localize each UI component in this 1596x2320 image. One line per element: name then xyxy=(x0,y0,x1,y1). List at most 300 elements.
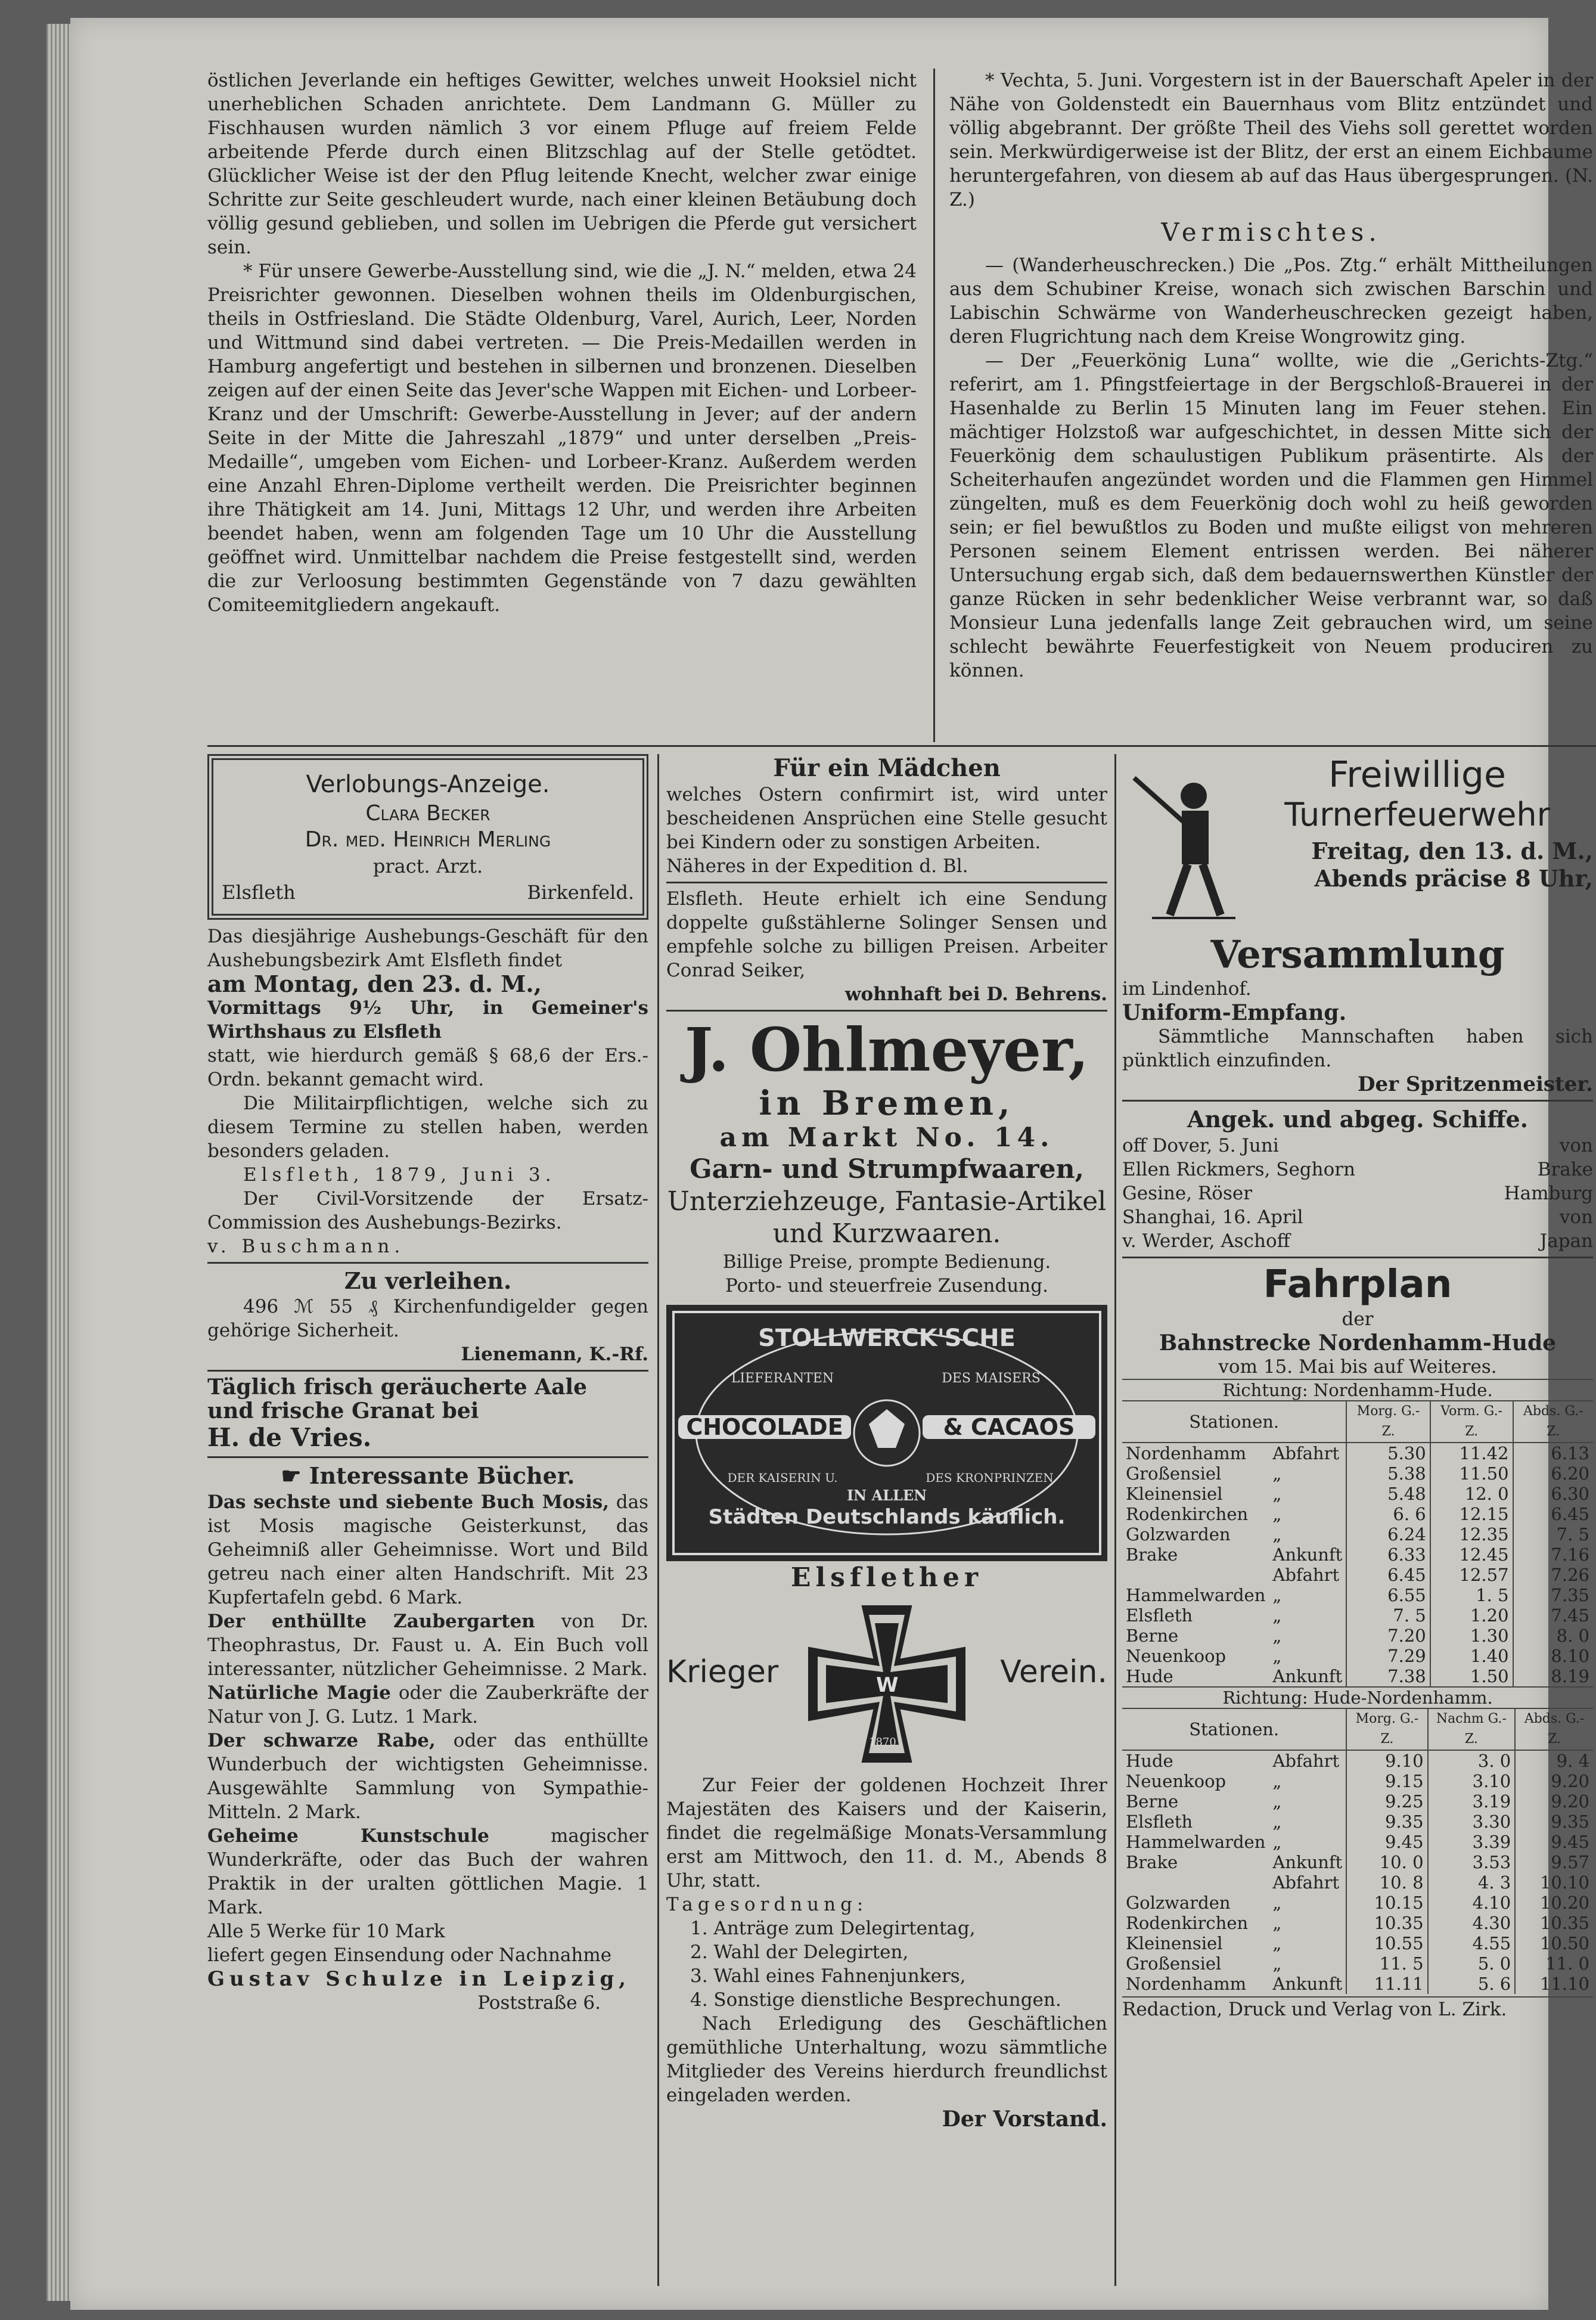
station-time: 3.19 xyxy=(1428,1791,1516,1812)
section-rule xyxy=(207,745,1596,747)
book-item xyxy=(207,1824,648,1919)
aushebung-notice xyxy=(207,925,648,1258)
brigade-title: Freiwillige xyxy=(1328,754,1506,796)
timetable-table-1 xyxy=(1122,1379,1593,1686)
timetable-row xyxy=(1122,1605,1593,1626)
article-paragraph: östlichen Jeverlande ein heftiges Gewitter, welches unweit Hooksiel nicht unerheblichen Schaden anrichtete. Dem Landmann G. Müller zu Fischhausen wurden nämlich 3 vor einem Pfluge auf freiem Felde arbeitende Pferde durch einen Blitzschlag auf der Stelle getödtet. Glücklicher Weise ist der den Pflug leitende Knecht, welcher zwar einige Schritte zur Seite geschleudert wurde, nach einer kleinen Betäubung doch völlig gesund geblieben, und sollen im Uebrigen die Pferde gut versichert sein. xyxy=(207,70,917,258)
station-name: Brake xyxy=(1126,1852,1178,1872)
engagement-notice xyxy=(207,754,648,920)
eagle-icon xyxy=(869,1409,905,1448)
station-time: 10.10 xyxy=(1515,1872,1593,1893)
loan-notice xyxy=(207,1267,648,1366)
ship-row xyxy=(1122,1229,1593,1253)
article-right xyxy=(949,69,1593,683)
ohlmeyer-address: am Markt No. 14. xyxy=(719,1122,1054,1153)
station-time: 6.24 xyxy=(1346,1524,1430,1544)
ship-row xyxy=(1122,1158,1593,1181)
station-time: 9.35 xyxy=(1515,1812,1593,1832)
ship-cell: Shanghai, 16. April xyxy=(1122,1206,1303,1228)
station-time: 9.57 xyxy=(1515,1852,1593,1872)
notice-date: am Montag, den 23. d. M., xyxy=(207,970,542,997)
timetable-row xyxy=(1122,1484,1593,1504)
station-time: 1.30 xyxy=(1430,1626,1513,1646)
station-name: Nordenhamm xyxy=(1126,1443,1247,1463)
timetable-row xyxy=(1122,1872,1593,1893)
brigade-date: Freitag, den 13. d. M., xyxy=(1311,838,1593,864)
notice-signature: Der Civil-Vorsitzende der Ersatz-Commission des Aushebungs-Bezirks. xyxy=(207,1188,648,1233)
station-event: „ xyxy=(1272,1832,1282,1852)
ohlmeyer-line: und Kurzwaaren. xyxy=(772,1218,1001,1249)
ad-column-right xyxy=(1122,754,1593,2021)
station-time: 5. 0 xyxy=(1428,1953,1516,1974)
column-rule xyxy=(933,69,935,742)
agenda-item: 2. Wahl der Delegirten, xyxy=(690,1941,909,1963)
agenda-item: 1. Anträge zum Delegirtentag, xyxy=(690,1918,976,1939)
book-desc: magischer Wunderkräfte, oder das Buch der wahren Praktik in der uralten göttlichen Magie. 1 Mark. xyxy=(207,1825,648,1918)
station-time: 3.39 xyxy=(1428,1832,1516,1852)
station-event: „ xyxy=(1272,1953,1282,1974)
books-offer: liefert gegen Einsendung oder Nachnahme xyxy=(207,1944,612,1966)
krieger-right: Verein. xyxy=(1000,1654,1107,1690)
ship-cell: Hamburg xyxy=(1504,1183,1593,1204)
station-name: Neuenkoop xyxy=(1126,1646,1227,1666)
station-name: Nordenhamm xyxy=(1126,1974,1247,1994)
pointing-hand-icon: ☛ xyxy=(281,1462,309,1489)
station-event: „ xyxy=(1272,1646,1282,1666)
station-time: 3.10 xyxy=(1428,1771,1516,1791)
station-time: 4. 3 xyxy=(1428,1872,1516,1893)
eel-ad xyxy=(207,1375,648,1453)
ship-cell: Ellen Rickmers, Seghorn xyxy=(1122,1159,1356,1180)
books-ad xyxy=(207,1462,648,2015)
station-event: „ xyxy=(1272,1585,1282,1605)
station-time: 11.11 xyxy=(1346,1974,1427,1994)
station-time: 5.38 xyxy=(1346,1463,1430,1484)
ad-rule xyxy=(666,1010,1107,1012)
timetable-row xyxy=(1122,1852,1593,1872)
station-time: 1.40 xyxy=(1430,1646,1513,1666)
station-time: 11.10 xyxy=(1515,1974,1593,1994)
ad-column-middle xyxy=(666,754,1107,2131)
station-time: 7.38 xyxy=(1346,1666,1430,1686)
timetable-row xyxy=(1122,1974,1593,1994)
station-time: 3.53 xyxy=(1428,1852,1516,1872)
station-event: Abfahrt xyxy=(1272,1872,1340,1893)
station-time: 1.20 xyxy=(1430,1605,1513,1626)
timetable-col-station: Stationen. xyxy=(1122,1708,1346,1750)
station-event: Ankunft xyxy=(1272,1974,1343,1994)
station-name: Elsfleth xyxy=(1126,1605,1193,1626)
place-left: Elsfleth xyxy=(222,881,296,904)
station-time: 7.20 xyxy=(1346,1626,1430,1646)
krieger-left: Krieger xyxy=(666,1654,779,1690)
station-time: 9.20 xyxy=(1515,1771,1593,1791)
book-desc: das ist Mosis magische Geisterkunst, das Geheimniß aller Geheimnisse. Wort und Bild getreu nach einer alten Handschrift. Mit 23 Kupfertafeln gebd. 6 Mark. xyxy=(207,1491,648,1608)
girl-job-text: welches Ostern confirmirt ist, wird unter bescheidenen Ansprüchen eine Stelle gesucht bei Kindern oder zu sonstigen Arbeiten. xyxy=(666,784,1107,853)
book-list xyxy=(207,1490,648,1919)
eel-ad-name: H. de Vries. xyxy=(207,1423,372,1452)
timetable-row xyxy=(1122,1646,1593,1666)
station-time: 9.10 xyxy=(1346,1750,1427,1771)
vechta-article: * Vechta, 5. Juni. Vorgestern ist in der Bauerschaft Apeler in der Nähe von Goldenstedt ein Bauernhaus vom Blitz entzündet und völlig abgebrannt. Der größte Theil des Viehs soll gerettet worden sein. Merkwürdigerweise ist der Blitz, der erst an einem Eichbaume heruntergefahren, von diesem ab auf das Haus übergesprungen. (N. Z.) xyxy=(949,70,1593,210)
krieger-signature: Der Vorstand. xyxy=(942,2107,1107,2132)
book-title: Der schwarze Rabe, xyxy=(207,1730,436,1751)
ship-cell: Japan xyxy=(1539,1230,1593,1252)
girl-job-more: Näheres in der Expedition d. Bl. xyxy=(666,855,968,877)
station-name: Berne xyxy=(1126,1791,1179,1812)
station-time: 7.45 xyxy=(1513,1605,1593,1626)
station-time: 7. 5 xyxy=(1513,1524,1593,1544)
book-item xyxy=(207,1681,648,1729)
krieger-title: Elsflether xyxy=(790,1562,983,1593)
agenda-list xyxy=(666,1916,1107,2012)
ad-column-left xyxy=(207,754,648,2015)
station-time: 9.20 xyxy=(1515,1791,1593,1812)
station-time: 4.55 xyxy=(1428,1933,1516,1953)
stollwerck-text: IN ALLEN xyxy=(846,1487,927,1504)
station-time: 10. 8 xyxy=(1346,1872,1427,1893)
brigade-uniform: Uniform-Empfang. xyxy=(1122,1000,1347,1025)
timetable-row xyxy=(1122,1565,1593,1585)
timetable-row xyxy=(1122,1913,1593,1933)
eel-ad-line: und frische Granat bei xyxy=(207,1398,479,1423)
stollwerck-chocolade: CHOCOLADE xyxy=(678,1415,851,1439)
ships-list xyxy=(1122,1105,1593,1253)
station-time: 1.50 xyxy=(1430,1666,1513,1686)
ship-cell: Gesine, Röser xyxy=(1122,1183,1253,1204)
book-desc: oder die Zauberkräfte der Natur von J. G. Lutz. 1 Mark. xyxy=(207,1682,649,1727)
notice-time: Vormittags 9½ Uhr, in Gemeiner's Wirthshaus zu Elsfleth xyxy=(207,997,648,1043)
station-event: „ xyxy=(1272,1463,1282,1484)
station-name: Golzwarden xyxy=(1126,1524,1231,1544)
ad-rule xyxy=(207,1262,648,1264)
ad-rule xyxy=(207,1456,648,1458)
station-name xyxy=(1122,1565,1269,1585)
station-time: 6. 6 xyxy=(1346,1504,1430,1524)
timetable-direction: Richtung: Hude-Nordenhamm. xyxy=(1122,1687,1593,1708)
timetable-row xyxy=(1122,1443,1593,1463)
timetable-sub: der xyxy=(1342,1308,1374,1330)
station-name: Rodenkirchen xyxy=(1126,1504,1249,1524)
station-event: „ xyxy=(1272,1913,1282,1933)
timetable-row xyxy=(1122,1544,1593,1565)
station-event: „ xyxy=(1272,1504,1282,1524)
station-name: Großensiel xyxy=(1126,1463,1222,1484)
ohlmeyer-ad xyxy=(666,1015,1107,1298)
timetable-row xyxy=(1122,1666,1593,1686)
station-time: 9.45 xyxy=(1515,1832,1593,1852)
brigade-place: im Lindenhof. xyxy=(1122,978,1252,1000)
station-time: 10.55 xyxy=(1346,1933,1427,1953)
timetable-col-head: Nachm G.-Z. xyxy=(1428,1708,1516,1750)
loan-text: 496 ℳ 55 ₰ Kirchenfundigelder gegen gehörige Sicherheit. xyxy=(207,1296,648,1341)
station-name: Großensiel xyxy=(1126,1953,1222,1974)
timetable-row xyxy=(1122,1626,1593,1646)
timetable-validity: vom 15. Mai bis auf Weiteres. xyxy=(1218,1356,1497,1378)
ship-cell: von xyxy=(1559,1135,1593,1156)
article-left xyxy=(207,69,917,617)
station-time: 6.45 xyxy=(1513,1504,1593,1524)
station-time: 12.57 xyxy=(1430,1565,1513,1585)
book-title: Das sechste und siebente Buch Mosis, xyxy=(207,1491,610,1513)
krieger-text: Zur Feier der goldenen Hochzeit Ihrer Majestäten des Kaisers und der Kaiserin, findet die regelmäßige Monats-Versammlung erst am Mittwoch, den 11. d. M., Abends 8 Uhr, statt. xyxy=(666,1775,1107,1891)
station-event: „ xyxy=(1272,1524,1282,1544)
stollwerck-text: LIEFERANTEN xyxy=(731,1371,834,1386)
brigade-text: Sämmtliche Mannschaften haben sich pünktlich einzufinden. xyxy=(1122,1026,1593,1071)
station-time: 4.10 xyxy=(1428,1893,1516,1913)
station-time: 10.15 xyxy=(1346,1893,1427,1913)
station-name: Brake xyxy=(1126,1544,1178,1565)
ship-row xyxy=(1122,1134,1593,1158)
brigade-time: Abends präcise 8 Uhr, xyxy=(1314,865,1593,892)
station-time: 8. 0 xyxy=(1513,1626,1593,1646)
station-time: 6.33 xyxy=(1346,1544,1430,1565)
book-item xyxy=(207,1490,648,1609)
notice-text: Das diesjährige Aushebungs-Geschäft für den Aushebungsbezirk Amt Elsfleth findet xyxy=(207,926,648,971)
girl-job-title: Für ein Mädchen xyxy=(773,754,1001,782)
stollwerck-text: DES KRONPRINZEN. xyxy=(926,1471,1057,1485)
ship-row xyxy=(1122,1181,1593,1205)
station-time: 8.19 xyxy=(1513,1666,1593,1686)
brigade-meeting: Versammlung xyxy=(1210,932,1505,977)
scythe-address: wohnhaft bei D. Behrens. xyxy=(844,984,1107,1005)
ohlmeyer-line: Billige Preise, prompte Bedienung. xyxy=(722,1251,1051,1273)
stollwerck-text: DES MAISERS xyxy=(942,1371,1041,1386)
station-time: 6.55 xyxy=(1346,1585,1430,1605)
timetable-col-head: Morg. G.-Z. xyxy=(1346,1708,1427,1750)
brigade-signature: Der Spritzenmeister. xyxy=(1357,1072,1593,1096)
station-name: Hude xyxy=(1126,1751,1173,1771)
station-event: „ xyxy=(1272,1812,1282,1832)
place-right: Birkenfeld. xyxy=(527,881,634,904)
station-time: 7.29 xyxy=(1346,1646,1430,1666)
station-event: „ xyxy=(1272,1893,1282,1913)
station-time: 9.45 xyxy=(1346,1832,1427,1852)
station-event: „ xyxy=(1272,1484,1282,1504)
station-event: Abfahrt xyxy=(1272,1565,1340,1585)
timetable-row xyxy=(1122,1812,1593,1832)
station-time: 10.35 xyxy=(1515,1913,1593,1933)
station-event: Abfahrt xyxy=(1272,1751,1340,1771)
ship-cell: v. Werder, Aschoff xyxy=(1122,1230,1290,1252)
station-name: Hude xyxy=(1126,1666,1173,1686)
book-item xyxy=(207,1609,648,1681)
station-event: Ankunft xyxy=(1272,1666,1343,1686)
ad-rule xyxy=(666,882,1107,883)
station-time: 6.30 xyxy=(1513,1484,1593,1504)
ship-cell: Brake xyxy=(1537,1159,1593,1180)
timetable-row xyxy=(1122,1832,1593,1852)
timetable-title: Fahrplan xyxy=(1263,1263,1452,1307)
timetable-row xyxy=(1122,1750,1593,1771)
timetable-col-head: Vorm. G.-Z. xyxy=(1430,1401,1513,1443)
station-time: 7.16 xyxy=(1513,1544,1593,1565)
section-heading: Vermischtes. xyxy=(1161,218,1381,247)
stollwerck-ad xyxy=(666,1305,1107,1561)
station-time: 11.50 xyxy=(1430,1463,1513,1484)
station-event: „ xyxy=(1272,1771,1282,1791)
station-time: 11. 5 xyxy=(1346,1953,1427,1974)
station-name xyxy=(1122,1872,1269,1893)
station-name: Neuenkoop xyxy=(1126,1771,1227,1791)
cross-letter: W xyxy=(876,1673,899,1697)
station-time: 3. 0 xyxy=(1428,1750,1516,1771)
article-paragraph: — (Wanderheuschrecken.) Die „Pos. Ztg.“ erhält Mittheilungen aus dem Schubiner Kreise, wonach sich zwischen Barschin und Labischin Schwärme von Wanderheuschrecken gezeigt haben, deren Flugrichtung nach dem Kreise Wongrowitz ging. xyxy=(949,255,1593,348)
timetable-col-station: Stationen. xyxy=(1122,1401,1346,1443)
station-event: „ xyxy=(1272,1791,1282,1812)
agenda-title: Tagesordnung: xyxy=(666,1894,868,1915)
station-time: 1. 5 xyxy=(1430,1585,1513,1605)
station-time: 9.25 xyxy=(1346,1791,1427,1812)
station-name: Elsfleth xyxy=(1126,1812,1193,1832)
stollwerck-brand: STOLLWERCK'SCHE xyxy=(758,1325,1016,1352)
station-name: Berne xyxy=(1126,1626,1179,1646)
notice-signature: v. Buschmann. xyxy=(207,1236,405,1257)
imprint: Redaction, Druck und Verlag von L. Zirk. xyxy=(1122,1996,1593,2021)
station-time: 5. 6 xyxy=(1428,1974,1516,1994)
stollwerck-cacaos: & CACAOS xyxy=(923,1415,1095,1439)
timetable xyxy=(1122,1262,1593,2021)
station-name: Kleinensiel xyxy=(1126,1484,1223,1504)
agenda-item: 3. Wahl eines Fahnenjunkers, xyxy=(690,1965,966,1987)
column-rule xyxy=(657,754,659,2286)
krieger-ad xyxy=(666,1561,1107,2131)
station-time: 10.50 xyxy=(1515,1933,1593,1953)
book-item xyxy=(207,1729,648,1824)
eel-ad-line: Täglich frisch geräucherte Aale xyxy=(207,1375,588,1400)
book-desc: oder das enthüllte Wunderbuch der wichtigsten Geheimnisse. Ausgewählte Sammlung von Sympathie-Mitteln. 2 Mark. xyxy=(207,1730,648,1823)
ad-rule xyxy=(207,1370,648,1372)
groom-name: Dr. med. Heinrich Merling xyxy=(305,827,551,852)
station-event: „ xyxy=(1272,1605,1282,1626)
station-event: Ankunft xyxy=(1272,1852,1343,1872)
timetable-route: Bahnstrecke Nordenhamm-Hude xyxy=(1159,1330,1557,1356)
book-desc: von Dr. Theophrastus, Dr. Faust u. A. Ein Buch voll interessanter, nützlicher Geheimnisse. 2 Mark. xyxy=(207,1611,648,1680)
station-name: Golzwarden xyxy=(1126,1893,1231,1913)
station-time: 8.10 xyxy=(1513,1646,1593,1666)
article-paragraph: * Für unsere Gewerbe-Ausstellung sind, wie die „J. N.“ melden, etwa 24 Preisrichter gewonnen. Dieselben wohnen theils im Oldenburgischen, theils in Ostfriesland. Die Städte Oldenburg, Varel, Aurich, Leer, Norden und Wittmund sind dabei vertreten. — Die Preis-Medaillen werden in Hamburg angefertigt und bestehen in silbernen und bronzenen. Dieselben zeigen auf der einen Seite das Jever'sche Wappen mit Eichen- und Lorbeer-Kranz und der Umschrift: Gewerbe-Ausstellung in Jever; auf der andern Seite in der Mitte die Jahreszahl „1879“ und unter derselben „Preis-Medaille“, umgeben vom Eichen- und Lorbeer-Kranz. Außerdem werden eine Anzahl Ehren-Diplome vertheilt werden. Die Preisrichter beginnen ihre Thätigkeit am 14. Juni, Mittags 12 Uhr, und werden ihre Arbeiten beendet haben, wenn am folgenden Tage um 10 Uhr die Ausstellung geöffnet wird. Unmittelbar nachdem die Preise festgestellt sind, werden die zur Verloosung bestimmten Gegenstände von 7 dazu gewählten Comiteemitgliedern angekauft. xyxy=(207,260,917,616)
station-time: 9.15 xyxy=(1346,1771,1427,1791)
stollwerck-text: DER KAISERIN U. xyxy=(727,1471,838,1485)
station-event: Ankunft xyxy=(1272,1544,1343,1565)
ship-row xyxy=(1122,1205,1593,1229)
fireman-icon xyxy=(1122,760,1241,927)
timetable-row xyxy=(1122,1524,1593,1544)
station-event: „ xyxy=(1272,1933,1282,1953)
station-time: 11.42 xyxy=(1430,1443,1513,1463)
station-time: 6.20 xyxy=(1513,1463,1593,1484)
scythe-text: Elsfleth. Heute erhielt ich eine Sendung doppelte gußstählerne Solinger Sensen und empfehle solche zu billigen Preisen. Arbeiter Conrad Seiker, xyxy=(666,888,1107,981)
ship-cell: von xyxy=(1559,1206,1593,1228)
notice-dateline: Elsfleth, 1879, Juni 3. xyxy=(243,1164,556,1186)
station-time: 11. 0 xyxy=(1515,1953,1593,1974)
station-time: 6.13 xyxy=(1513,1443,1593,1463)
station-time: 10.20 xyxy=(1515,1893,1593,1913)
station-time: 6.45 xyxy=(1346,1565,1430,1585)
station-time: 12.45 xyxy=(1430,1544,1513,1565)
book-title: Natürliche Magie xyxy=(207,1682,391,1704)
timetable-table-2 xyxy=(1122,1686,1593,1994)
ohlmeyer-city: in Bremen, xyxy=(759,1084,1015,1123)
timetable-row xyxy=(1122,1791,1593,1812)
bride-name: Clara Becker xyxy=(365,801,490,826)
station-time: 12. 0 xyxy=(1430,1484,1513,1504)
ships-title: Angek. und abgeg. Schiffe. xyxy=(1187,1106,1528,1133)
station-name: Rodenkirchen xyxy=(1126,1913,1249,1933)
ohlmeyer-line: Unterziehzeuge, Fantasie-Artikel xyxy=(667,1186,1107,1217)
station-time: 10. 0 xyxy=(1346,1852,1427,1872)
ohlmeyer-line: Garn- und Strumpfwaaren, xyxy=(690,1154,1084,1184)
timetable-row xyxy=(1122,1933,1593,1953)
timetable-col-head: Abds. G.-Z. xyxy=(1513,1401,1593,1443)
brigade-title: Turnerfeuerwehr xyxy=(1284,796,1550,833)
station-time: 4.30 xyxy=(1428,1913,1516,1933)
station-time: 5.48 xyxy=(1346,1484,1430,1504)
station-event: Abfahrt xyxy=(1272,1443,1340,1463)
station-time: 7. 5 xyxy=(1346,1605,1430,1626)
ohlmeyer-line: Porto- und steuerfreie Zusendung. xyxy=(725,1275,1048,1297)
books-title: Interessante Bücher. xyxy=(309,1462,575,1489)
loan-signature: Lienemann, K.-Rf. xyxy=(461,1344,648,1365)
station-time: 7.26 xyxy=(1513,1565,1593,1585)
timetable-row xyxy=(1122,1463,1593,1484)
loan-title: Zu verleihen. xyxy=(344,1267,512,1294)
ships-rows xyxy=(1122,1134,1593,1253)
ad-rule xyxy=(1122,1100,1593,1102)
fire-brigade-ad xyxy=(1122,754,1593,933)
timetable-col-head: Abds. G.-Z. xyxy=(1515,1708,1593,1750)
station-event: „ xyxy=(1272,1626,1282,1646)
newspaper-page xyxy=(70,18,1593,2310)
ad-rule xyxy=(1122,1257,1593,1258)
timetable-row xyxy=(1122,1771,1593,1791)
station-name: Hammelwarden xyxy=(1126,1585,1266,1605)
station-time: 7.35 xyxy=(1513,1585,1593,1605)
timetable-direction: Richtung: Nordenhamm-Hude. xyxy=(1122,1379,1593,1401)
stollwerck-slogan: Städten Deutschlands käuflich. xyxy=(708,1505,1066,1529)
notice-text: statt, wie hierdurch gemäß § 68,6 der Ers.-Ordn. bekannt gemacht wird. xyxy=(207,1045,648,1090)
timetable-row xyxy=(1122,1504,1593,1524)
ship-cell: off Dover, 5. Juni xyxy=(1122,1135,1279,1156)
station-name: Hammelwarden xyxy=(1126,1832,1266,1852)
groom-title: pract. Arzt. xyxy=(372,855,483,877)
article-paragraph: — Der „Feuerkönig Luna“ wollte, wie die „Gerichts-Ztg.“ referirt, am 1. Pfingstfeiertage in der Bergschloß-Brauerei in der Hasenhalde zu Berlin 15 Minuten lang im Feuer stehen. Ein mächtiger Holzstoß war aufgeschichtet, in dessen Mitte sich der Feuerkönig dem schaulustigen Publikum präsentirte. Als der Scheiterhaufen angezündet worden und die Flammen gen Himmel züngelten, muß es dem Feuerkönig doch wohl zu heiß geworden sein; er fiel bewußtlos zu Boden und mußte eiligst von mehreren Personen seinem Element entrissen werden. Bei näherer Untersuchung ergab sich, daß dem bedauernswerthen Künstler der ganze Rücken in sehr bedenklicher Weise verbrannt war, so daß Monsieur Luna jedenfalls lange Zeit gebrauchen wird, um seine schlecht bewährte Feuerfestigkeit von Neuem produciren zu können. xyxy=(949,350,1593,681)
timetable-row xyxy=(1122,1893,1593,1913)
scythe-ad xyxy=(666,887,1107,1006)
station-time: 10.35 xyxy=(1346,1913,1427,1933)
books-address: Poststraße 6. xyxy=(477,1992,601,2014)
girl-job-ad xyxy=(666,754,1107,878)
agenda-item: 4. Sonstige dienstliche Besprechungen. xyxy=(690,1989,1061,2011)
station-time: 9. 4 xyxy=(1515,1750,1593,1771)
station-time: 12.15 xyxy=(1430,1504,1513,1524)
column-rule xyxy=(1114,754,1116,2286)
notice-text: Die Militairpflichtigen, welche sich zu diesem Termine zu stellen haben, werden besonders geladen. xyxy=(207,1093,648,1162)
station-time: 3.30 xyxy=(1428,1812,1516,1832)
book-title: Der enthüllte Zaubergarten xyxy=(207,1611,535,1632)
cross-year: 1870 xyxy=(869,1736,896,1748)
timetable-col-head: Morg. G.-Z. xyxy=(1346,1401,1430,1443)
timetable-row xyxy=(1122,1585,1593,1605)
station-time: 12.35 xyxy=(1430,1524,1513,1544)
engagement-title: Verlobungs-Anzeige. xyxy=(306,771,550,798)
station-time: 5.30 xyxy=(1346,1443,1430,1463)
books-seller: Gustav Schulze in Leipzig, xyxy=(207,1967,631,1991)
book-title: Geheime Kunstschule xyxy=(207,1825,489,1847)
page-stack-edge xyxy=(46,24,70,2301)
ohlmeyer-name: J. Ohlmeyer, xyxy=(684,1015,1089,1085)
station-name: Kleinensiel xyxy=(1126,1933,1223,1953)
